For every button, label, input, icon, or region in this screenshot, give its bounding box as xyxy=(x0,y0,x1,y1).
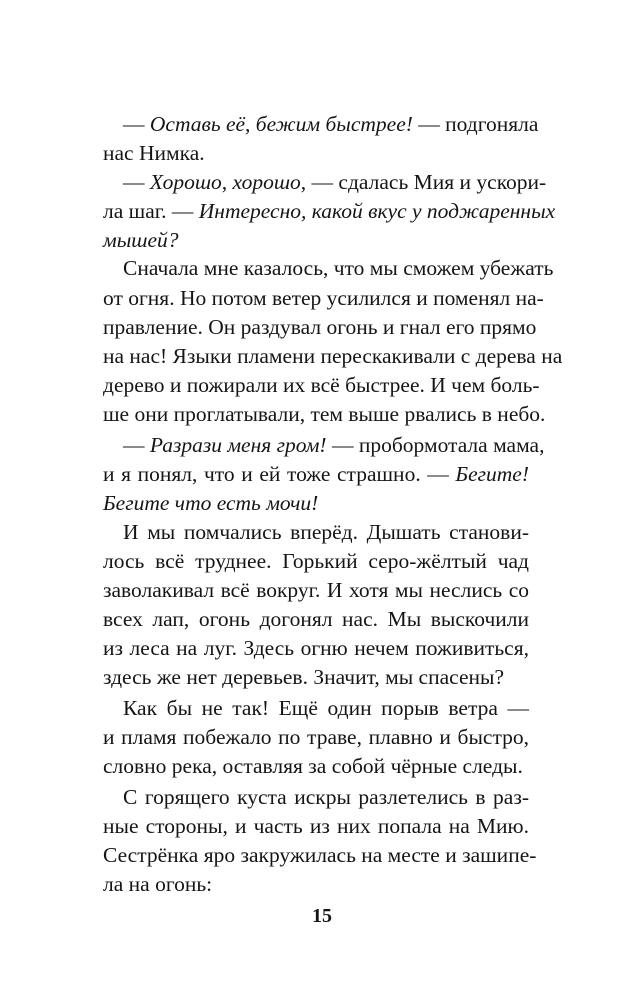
text-line xyxy=(103,694,529,722)
text-line xyxy=(103,110,539,138)
narration: — сдалась Мия и ускори- xyxy=(306,170,547,194)
narration: словно река, оставляя за собой чёрные следы. xyxy=(103,754,523,778)
narration: ше они проглатывали, тем выше рвались в небо. xyxy=(103,402,546,426)
dialogue: Интересно, какой вкус у поджаренных xyxy=(198,199,556,223)
text-line xyxy=(103,139,529,167)
narration: на нас! Языки пламени перескакивали с дерева на xyxy=(103,344,563,368)
text-line xyxy=(103,168,547,196)
dialogue: Бегите что есть мочи! xyxy=(103,491,319,515)
narration: Сначала мне казалось, что мы сможем убежать xyxy=(123,256,554,280)
text-line xyxy=(103,400,546,428)
narration: дерево и пожирали их всё быстрее. И чем боль- xyxy=(103,373,540,397)
text-line xyxy=(103,723,529,751)
text-line xyxy=(103,489,529,517)
dialogue: Оставь её, бежим быстрее! xyxy=(149,112,413,136)
text-line xyxy=(103,342,563,370)
text-line xyxy=(103,812,529,840)
text-line xyxy=(103,634,529,662)
text-line xyxy=(103,752,529,780)
narration: правление. Он раздувал огонь и гнал его прямо xyxy=(103,315,537,339)
dash: — xyxy=(123,433,150,457)
text-line xyxy=(103,197,556,225)
narration: заволакивал всё вокруг. И хотя мы неслись со xyxy=(103,578,529,602)
narration: нас Нимка. xyxy=(103,141,205,165)
text-line xyxy=(103,605,529,633)
narration: Сестрёнка яро закружилась на месте и зашипе- xyxy=(103,843,537,867)
text-line xyxy=(103,226,529,254)
text-line xyxy=(103,460,529,488)
narration: ла шаг. — xyxy=(103,199,199,223)
text-line xyxy=(103,284,544,312)
text-line xyxy=(103,313,537,341)
text-line xyxy=(103,371,540,399)
narration: и я понял, что и ей тоже страшно. — xyxy=(103,462,456,486)
narration: и пламя побежало по траве, плавно и быстро, xyxy=(103,725,529,749)
narration: всех лап, огонь догонял нас. Мы выскочили xyxy=(103,607,529,631)
narration: из леса на луг. Здесь огню нечем поживиться, xyxy=(103,636,529,660)
narration: — подгоняла xyxy=(412,112,539,136)
text-line xyxy=(103,576,529,604)
text-line xyxy=(103,870,529,898)
narration: от огня. Но потом ветер усилился и поменял на- xyxy=(103,286,544,310)
text-line xyxy=(103,841,537,869)
dialogue: Хорошо, хорошо, xyxy=(149,170,307,194)
text-line xyxy=(103,431,545,459)
narration: здесь же нет деревьев. Значит, мы спасены? xyxy=(103,665,504,689)
dialogue: Бегите! xyxy=(455,462,529,486)
narration: И мы помчались вперёд. Дышать станови- xyxy=(123,520,529,544)
dialogue: Разрази меня гром! xyxy=(149,433,327,457)
narration: ные стороны, и часть из них попала на Мию. xyxy=(103,814,529,838)
text-line xyxy=(103,518,529,546)
text-line xyxy=(103,663,529,691)
text-line xyxy=(103,783,529,811)
dash: — xyxy=(123,170,150,194)
dialogue: мышей? xyxy=(103,228,179,252)
narration: — пробормотала мама, xyxy=(326,433,545,457)
narration: С горящего куста искры разлетелись в раз- xyxy=(123,785,529,809)
text-line xyxy=(103,547,529,575)
page-number: 15 xyxy=(312,905,332,927)
narration: ла на огонь: xyxy=(103,872,213,896)
text-line xyxy=(103,254,554,282)
narration: Как бы не так! Ещё один порыв ветра — xyxy=(123,696,529,720)
dash: — xyxy=(123,112,150,136)
narration: лось всё труднее. Горький серо-жёлтый чад xyxy=(103,549,529,573)
